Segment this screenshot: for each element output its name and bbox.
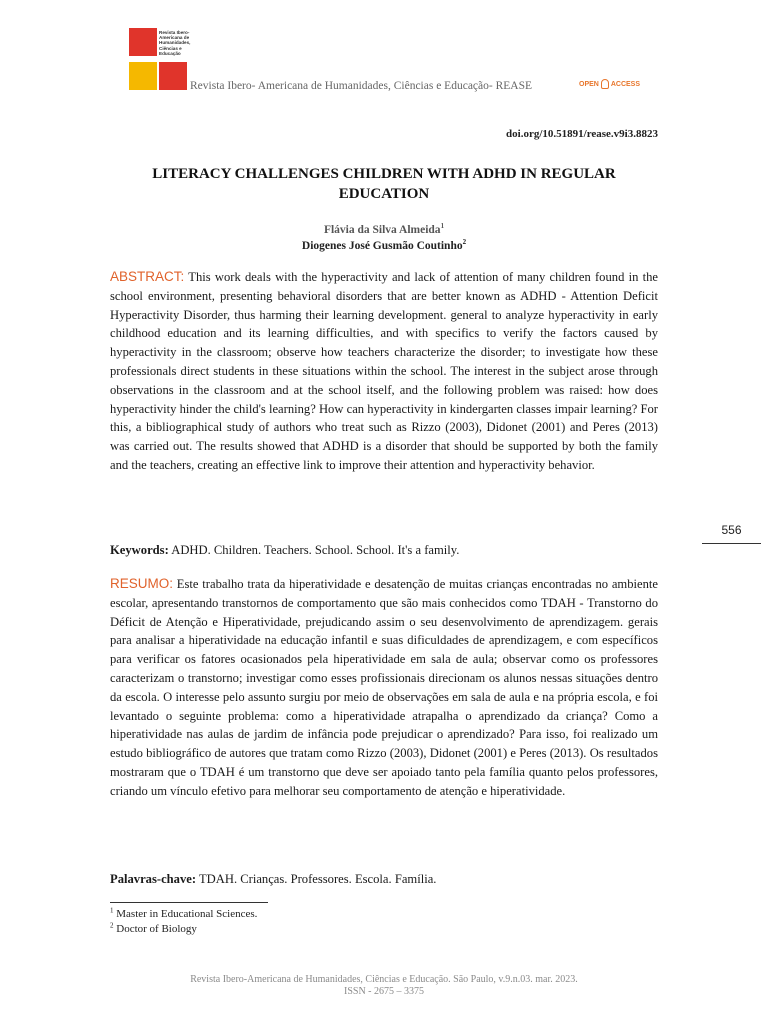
journal-logo <box>129 28 193 92</box>
title-line-1: LITERACY CHALLENGES CHILDREN WITH ADHD IN REGULAR <box>152 166 616 182</box>
footnotes <box>110 907 257 937</box>
open-access-logo <box>579 74 649 94</box>
resumo-text: Este trabalho trata da hiperatividade e desatenção de muitas crianças encontradas no ambiente escolar, apresentando transtornos de comportamento que são mais conhecidos como TDAH - Transtorno do Déficit de Atenção e Hiperatividade, prejudicando assim o seu desenvolvimento de aprendizagem. gerais para analisar a hiperatividade na educação infantil e suas dificuldades de aprendizagem, e com específicos para verificar os fatores ocasionados pela hiperatividade em sala de aula; observar como os professores caracterizam o transtorno; investigar como esses profissionais direcionam os alunos nessas situações dentro da escola. O interesse pelo assunto surgiu por meio de observações em sala de aula e na própria escola, e foi levantado o seguinte problema: como a hiperatividade atrapalha o aprendizado da criança? Como a hiperatividade nas aulas de jardim de infância pode prejudicar o aprendizado? Para isso, foi realizado um estudo bibliográfico de autores que tratam como Rizzo (2003), Didonet (2001) e Peres (2013). Os resultados mostraram que o TDAH é um transtorno que deve ser apoiado tanto pela família quanto pelos professores, criando um vínculo efetivo para melhorar seu comportamento de atenção e hiperatividade. <box>110 577 658 798</box>
footer-line-1: Revista Ibero-Americana de Humanidades, Ciências e Educação. São Paulo, v.9.n.03. mar. 2023. <box>190 974 578 985</box>
page-footer <box>110 974 658 998</box>
palavras-chave-text: TDAH. Crianças. Professores. Escola. Família. <box>196 872 437 886</box>
author-1-name: Flávia da Silva Almeida <box>323 224 441 236</box>
journal-name: Revista Ibero- Americana de Humanidades, Ciências e Educação- REASE <box>190 80 533 92</box>
article-title <box>110 164 658 204</box>
abstract-text: This work deals with the hyperactivity and lack of attention of many children found in the school environment, presenting behavioral disorders that are better known as ADHD - Attention Deficit Hyperactivity Disorder, thus harming their learning development. general to analyze hyperactivity in early childhood education and its learning difficulties, and with specifics to verify the factors caused by hyperactivity in the classroom; observe how teachers characterize the disorder; to investigate how these professionals direct students in these situations within the school. The interest in the subject arose through observations in the classroom and at the school itself, and the following problem was raised: how does hyperactivity hinder the child's learning? How can hyperactivity in kindergarten classes impair learning? For this, a bibliographical study of authors who treat such as Rizzo (2003), Didonet (2001) and Peres (2013) was carried out. The results showed that ADHD is a disorder that should be supported by both the family and the teachers, creating an effective link to improve their attention and hyperactivity behavior. <box>110 270 658 472</box>
palavras-chave-label: Palavras-chave: <box>110 872 197 886</box>
footer-line-2: ISSN - 2675 – 3375 <box>343 986 424 997</box>
logo-square-red-top <box>129 28 157 56</box>
author-2-name: Diogenes José Gusmão Coutinho <box>301 240 463 252</box>
footnote-rule <box>110 902 268 903</box>
keywords <box>110 541 658 560</box>
keywords-text: ADHD. Children. Teachers. School. School. It's a family. <box>168 543 460 557</box>
title-line-2: EDUCATION <box>338 186 430 202</box>
footnote-1-text: Master in Educational Sciences. <box>113 908 258 920</box>
footnote-2-mark: 2 <box>110 921 114 930</box>
page-number-rule <box>702 543 761 544</box>
author-2-mark: 2 <box>462 238 467 247</box>
footnote-1 <box>110 907 257 922</box>
keywords-label: Keywords: <box>110 543 169 557</box>
footnote-2 <box>110 922 257 937</box>
author-1-mark: 1 <box>440 222 445 231</box>
abstract-label: ABSTRACT: <box>110 269 185 284</box>
doi-link[interactable]: doi.org/10.51891/rease.v9i3.8823 <box>506 128 658 140</box>
logo-text: Revista Ibero-Americana de Humanidades, Ciências e Educação <box>159 30 191 56</box>
page-number: 556 <box>721 523 742 537</box>
author-1 <box>110 222 658 238</box>
footnote-2-text: Doctor of Biology <box>113 923 197 935</box>
footnote-1-mark: 1 <box>110 906 114 915</box>
palavras-chave <box>110 870 658 889</box>
resumo <box>110 575 658 801</box>
open-access-lock-icon <box>601 79 609 89</box>
logo-square-yellow <box>129 62 157 90</box>
author-list <box>110 222 658 254</box>
logo-square-red-bottom <box>159 62 187 90</box>
resumo-label: RESUMO: <box>110 576 174 591</box>
open-access-right: ACCESS <box>610 80 641 88</box>
author-2 <box>110 238 658 254</box>
open-access-left: OPEN <box>579 80 599 88</box>
abstract <box>110 268 658 475</box>
